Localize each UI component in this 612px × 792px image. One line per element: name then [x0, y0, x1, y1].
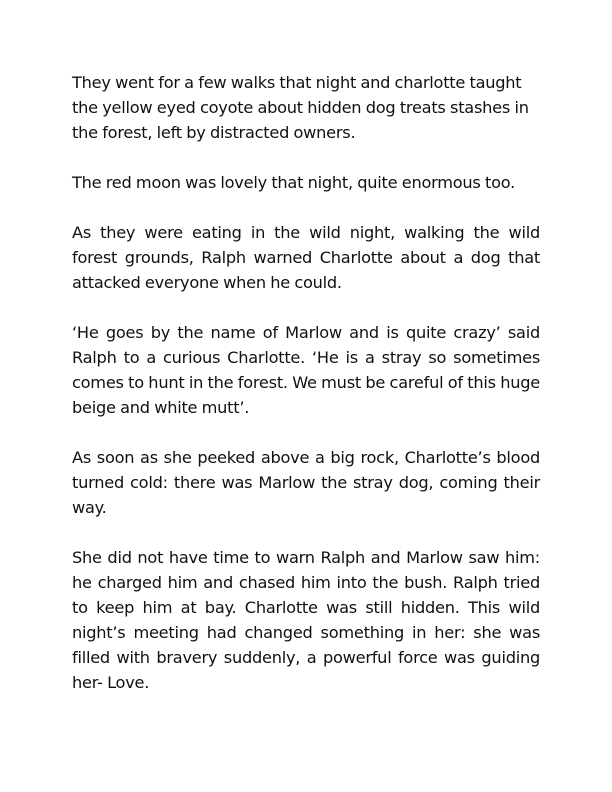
document-page [72, 70, 540, 720]
paragraph-3: As they were eating in the wild night, walking the wild forest grounds, Ralph warned Charlotte about a dog that attacked everyone when he could. [72, 223, 540, 292]
paragraph-2: The red moon was lovely that night, quite enormous too. [72, 173, 516, 192]
paragraph-5: As soon as she peeked above a big rock, Charlotte’s blood turned cold: there was Marlow the stray dog, coming their way. [72, 448, 540, 517]
paragraph-1: They went for a few walks that night and charlotte taught the yellow eyed coyote about hidden dog treats stashes in the forest, left by distracted owners. [72, 73, 529, 142]
paragraph-6: She did not have time to warn Ralph and Marlow saw him: he charged him and chased him into the bush. Ralph tried to keep him at bay. Charlotte was still hidden. This wild night’s meeting had changed something in her: she was filled with bravery suddenly, a powerful force was guiding her- Love. [72, 548, 540, 692]
paragraph-4: ‘He goes by the name of Marlow and is quite crazy’ said Ralph to a curious Charlotte. ‘He is a stray so sometimes comes to hunt in the forest. We must be careful of this huge beige and white mutt’. [72, 323, 540, 417]
